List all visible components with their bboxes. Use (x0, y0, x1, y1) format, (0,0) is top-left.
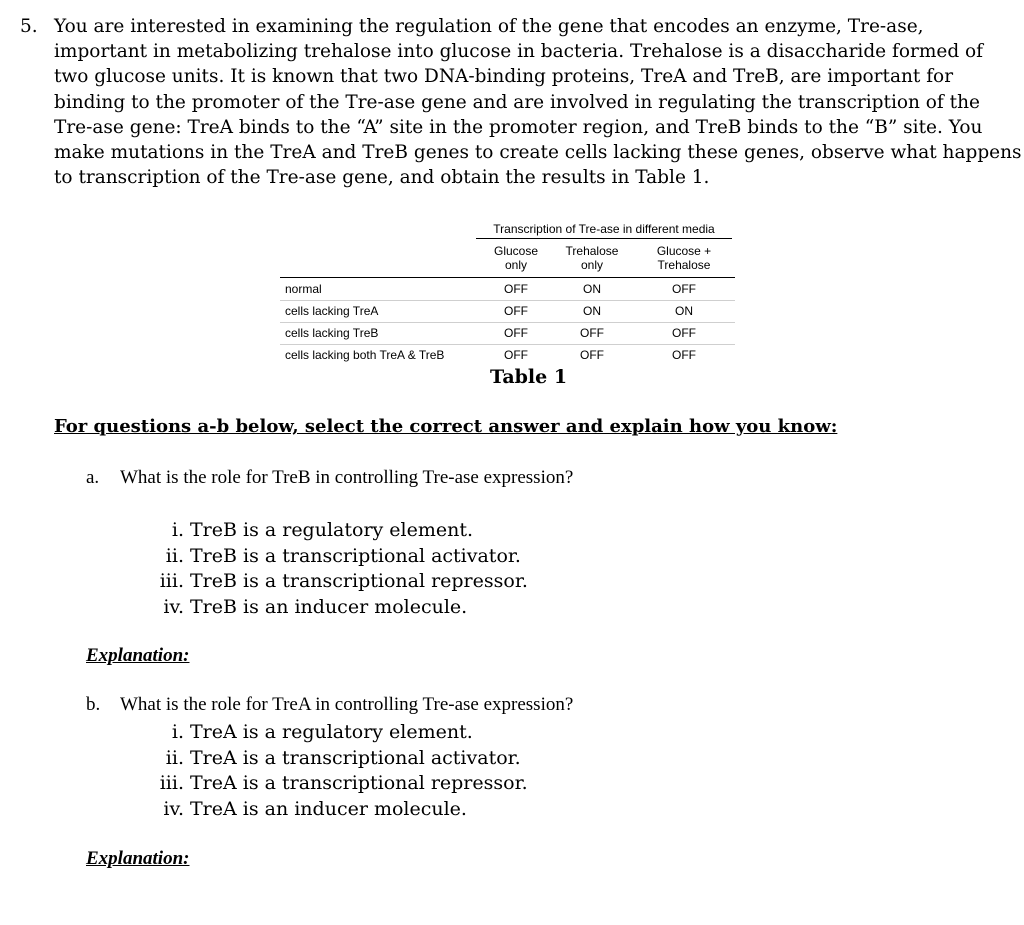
column-header-glucose-trehalose (644, 244, 724, 272)
option-number: ii. (165, 544, 184, 567)
part-letter: a. (86, 467, 100, 488)
part-a-options (142, 518, 528, 620)
question-number: 5. (20, 16, 38, 37)
option-number: ii. (165, 746, 184, 769)
option-number: i. (171, 519, 184, 541)
part-a-question (86, 467, 573, 489)
option-number: iv. (163, 797, 184, 820)
table-cell: OFF (580, 348, 604, 362)
table-cell: ON (583, 282, 601, 296)
column-header-glucose (476, 244, 556, 272)
stem-line: Tre-ase gene: TreA binds to the “A” site in the promoter region, and TreB binds to the “B” site. You (54, 116, 983, 138)
option-number: iii. (159, 772, 184, 794)
option-number: iv. (163, 595, 184, 618)
table-cell: ON (583, 304, 601, 318)
row-label: cells lacking TreA (285, 304, 379, 318)
table-cell: OFF (672, 282, 696, 296)
explanation-label: Explanation: (86, 645, 190, 666)
instructions: For questions a-b below, select the correct answer and explain how you know: (54, 416, 838, 437)
table-cell: OFF (672, 348, 696, 362)
table-cell: OFF (504, 326, 528, 340)
part-question-text: What is the role for TreA in controlling Tre-ase expression? (120, 694, 574, 715)
part-b-options (142, 720, 528, 822)
option-item (142, 771, 528, 797)
row-label: normal (285, 282, 322, 296)
part-letter: b. (86, 694, 101, 715)
table-cell: OFF (580, 326, 604, 340)
header-rule (280, 277, 735, 278)
option-text: TreB is an inducer molecule. (190, 595, 468, 618)
table-row (280, 279, 735, 300)
option-text: TreA is an inducer molecule. (190, 797, 467, 820)
table-header: Transcription of Tre-ase in different media (476, 222, 732, 239)
table-cell: OFF (504, 304, 528, 318)
stem-line: binding to the promoter of the Tre-ase gene and are involved in regulating the transcription of the (54, 91, 980, 113)
option-item (142, 797, 528, 823)
option-number: i. (171, 721, 184, 743)
table-caption: Table 1 (490, 366, 568, 388)
column-header-trehalose (552, 244, 632, 272)
explanation-label: Explanation: (86, 848, 190, 869)
option-text: TreB is a transcriptional activator. (190, 544, 521, 567)
part-question-text: What is the role for TreB in controlling Tre-ase expression? (120, 467, 574, 488)
table-row (280, 323, 735, 344)
stem-line: to transcription of the Tre-ase gene, and obtain the results in Table 1. (54, 167, 710, 189)
column-header-line: only (504, 258, 527, 272)
table-cell: OFF (504, 348, 528, 362)
option-item (142, 746, 528, 772)
option-text: TreB is a transcriptional repressor. (190, 570, 528, 592)
option-item (142, 595, 528, 621)
stem-line: make mutations in the TreA and TreB genes to create cells lacking these genes, observe what happens (54, 142, 1022, 164)
option-number: iii. (159, 570, 184, 592)
part-b-question (86, 694, 573, 716)
question-stem (54, 14, 1022, 190)
table-row (280, 301, 735, 322)
option-text: TreB is a regulatory element. (190, 519, 474, 541)
row-label: cells lacking TreB (285, 326, 379, 340)
table-row (280, 345, 735, 366)
option-item (142, 569, 528, 595)
column-header-line: Trehalose (657, 258, 711, 272)
column-header-line: only (580, 258, 603, 272)
column-header-line: Glucose + (656, 244, 712, 258)
table-cell: ON (675, 304, 693, 318)
option-text: TreA is a regulatory element. (190, 721, 473, 743)
column-header-line: Glucose (493, 244, 539, 258)
option-text: TreA is a transcriptional activator. (190, 746, 521, 769)
stem-line: two glucose units. It is known that two DNA-binding proteins, TreA and TreB, are important for (54, 66, 954, 88)
row-label: cells lacking both TreA & TreB (285, 348, 445, 362)
option-item (142, 544, 528, 570)
option-item (142, 720, 528, 746)
stem-line: important in metabolizing trehalose into glucose in bacteria. Trehalose is a disaccharide formed of (54, 41, 984, 63)
stem-line: You are interested in examining the regulation of the gene that encodes an enzyme, Tre-ase, (54, 16, 924, 37)
option-text: TreA is a transcriptional repressor. (190, 772, 528, 794)
question-block (20, 14, 1022, 190)
table-cell: OFF (504, 282, 528, 296)
column-header-line: Trehalose (565, 244, 619, 258)
table-cell: OFF (672, 326, 696, 340)
option-item (142, 518, 528, 544)
